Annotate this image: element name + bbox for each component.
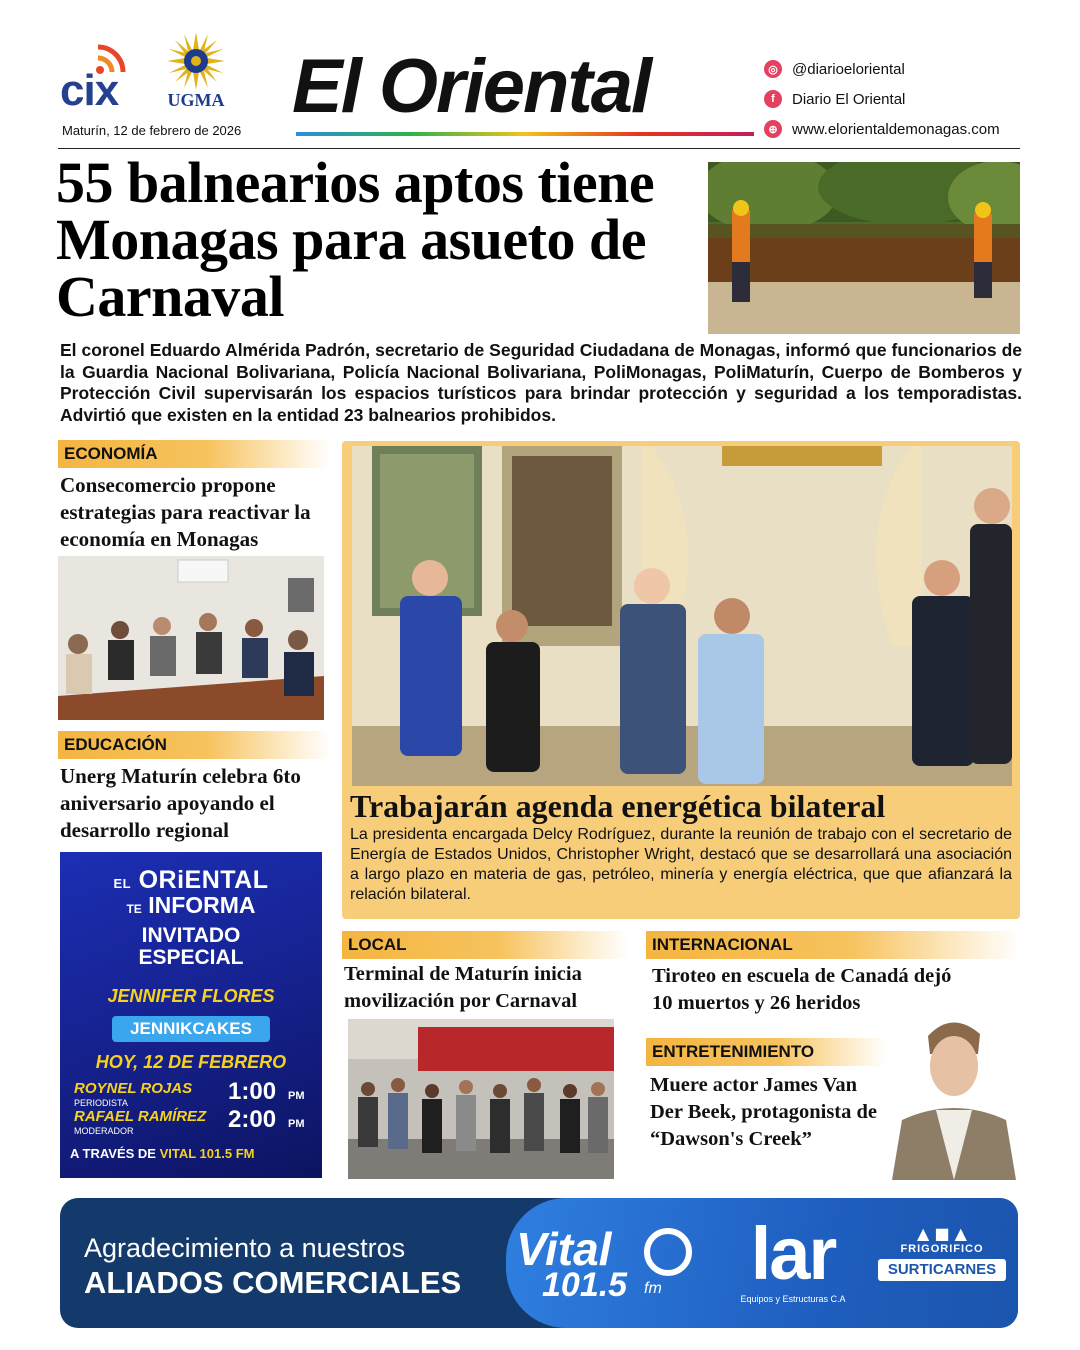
promo-host1-name: ROYNEL ROJAS [74,1080,193,1097]
footer-thanks-line: Agradecimiento a nuestros [84,1233,406,1263]
promo-host1-ampm: PM [288,1090,305,1102]
local-photo-terminal[interactable] [348,1019,614,1179]
globe-icon: ⊕ [764,120,782,138]
cix-logo [58,36,138,115]
cow-icon: ▲ ■ ▲ [917,1224,967,1243]
promo-via-station: VITAL 101.5 FM [159,1146,255,1161]
masthead[interactable] [292,44,754,138]
promo-el-oriental-te-informa[interactable] [60,852,322,1178]
ugma-sun-icon [165,30,227,92]
vital-disc-icon [644,1228,692,1276]
lead-photo-river[interactable] [708,162,1020,334]
header-divider [58,148,1020,149]
sponsor-lar-logo[interactable] [718,1214,868,1314]
facebook-link[interactable] [764,84,1000,114]
promo-host2-name: RAFAEL RAMÍREZ [74,1108,207,1125]
section-tag-educacion[interactable]: EDUCACIÓN [58,731,330,759]
promo-brand-prefix1: EL [113,876,132,891]
sponsor-surticarnes-logo[interactable] [878,1224,1006,1304]
entretenimiento-photo-actor[interactable] [884,1010,1020,1180]
sponsor-vital-logo[interactable] [516,1222,704,1306]
local-headline[interactable]: Terminal de Maturín inicia movilización por Carnaval [344,963,582,1012]
sponsor-lar-tagline: Equipos y Estructuras C.A [740,1294,846,1304]
promo-host2-role: MODERADOR [74,1126,134,1136]
promo-brand-line1: ORiENTAL [138,866,269,894]
social-links [764,54,1000,144]
edition-date: Maturín, 12 de febrero de 2026 [62,123,242,138]
section-tag-internacional[interactable]: INTERNACIONAL [646,931,1020,959]
sponsor-lar-name: lar [750,1212,836,1295]
promo-via [70,1146,320,1161]
facebook-icon: f [764,90,782,108]
lead-headline[interactable]: 55 balnearios aptos tiene Monagas para asueto de Carnaval [56,150,655,329]
promo-via-prefix: A TRAVÉS DE [70,1146,156,1161]
promo-brand-line2: INFORMA [148,892,256,918]
economia-photo[interactable] [58,556,324,720]
section-tag-entretenimiento[interactable]: ENTRETENIMIENTO [646,1038,886,1066]
promo-brand-prefix2: TE [126,902,142,916]
footer-sponsor-logos [506,1198,1018,1328]
website-link[interactable] [764,114,1000,144]
masthead-color-rule [296,132,754,136]
website-url: www.elorientaldemonagas.com [792,120,1000,138]
promo-host1-role: PERIODISTA [74,1098,128,1108]
instagram-icon: ◎ [764,60,782,78]
cix-logo-text: cix [60,66,119,115]
instagram-handle: @diarioeloriental [792,60,905,78]
economia-headline[interactable]: Consecomercio propone estrategias para reactivar la economía en Monagas [60,473,311,551]
sponsor-vital-name: Vital [516,1223,612,1275]
promo-host2-ampm: PM [288,1118,305,1130]
promo-host2-time: 2:00 [228,1106,277,1133]
feature-headline[interactable]: Trabajarán agenda energética bilateral [350,788,886,824]
section-tag-economia[interactable]: ECONOMÍA [58,440,330,468]
feature-summary: La presidenta encargada Delcy Rodríguez, durante la reunión de trabajo con el secretario de Energía de Estados Unidos, Christopher Wright, destacó que se desarrollará una asociación a largo plazo en materia de gas, petróleo, minería y energía eléctrica, que que afianzará la relación bilateral. [350,826,1012,903]
ugma-logo-text: UGMA [167,90,225,110]
facebook-name: Diario El Oriental [792,90,906,108]
footer-sponsors-banner [60,1198,1018,1328]
feature-photo-meeting[interactable] [352,446,1012,786]
promo-date: HOY, 12 DE FEBRERO [95,1052,287,1072]
promo-guest-name: JENNIFER FLORES [107,986,275,1006]
promo-especial: ESPECIAL [138,946,244,969]
masthead-title: El Oriental [292,44,651,129]
instagram-link[interactable] [764,54,1000,84]
section-tag-local[interactable]: LOCAL [342,931,628,959]
sponsor-vital-frequency: 101.5 [542,1266,628,1304]
promo-guest-handle: JENNIKCAKES [112,1016,270,1042]
promo-host1-time: 1:00 [228,1078,277,1105]
educacion-headline[interactable]: Unerg Maturín celebra 6to aniversario apoyando el desarrollo regional [60,764,301,842]
promo-invitado: INVITADO [141,924,241,947]
entretenimiento-headline[interactable]: Muere actor James Van Der Beek, protagonista de “Dawson's Creek” [650,1074,878,1150]
lead-summary: El coronel Eduardo Almérida Padrón, secretario de Seguridad Ciudadana de Monagas, informó que funcionarios de la Guardia Nacional Bolivariana, Policía Nacional Bolivariana, PoliMonagas, PoliMaturín, Cuerpo de Bomberos y Protección Civil supervisarán los espacios turísticos para brindar protección y seguridad a los temporadistas. Advirtió que existen en la entidad 23 balnearios prohibidos. [60,340,1022,425]
internacional-headline[interactable]: Tiroteo en escuela de Canadá dejó 10 muertos y 26 heridos [652,965,952,1014]
sponsor-frigorifico: FRIGORIFICO [900,1243,984,1255]
footer-allies-line: ALIADOS COMERCIALES [84,1265,462,1300]
sponsor-vital-fm: fm [644,1280,662,1297]
ugma-logo [156,30,236,110]
sponsor-surticarnes: SURTICARNES [878,1259,1006,1281]
